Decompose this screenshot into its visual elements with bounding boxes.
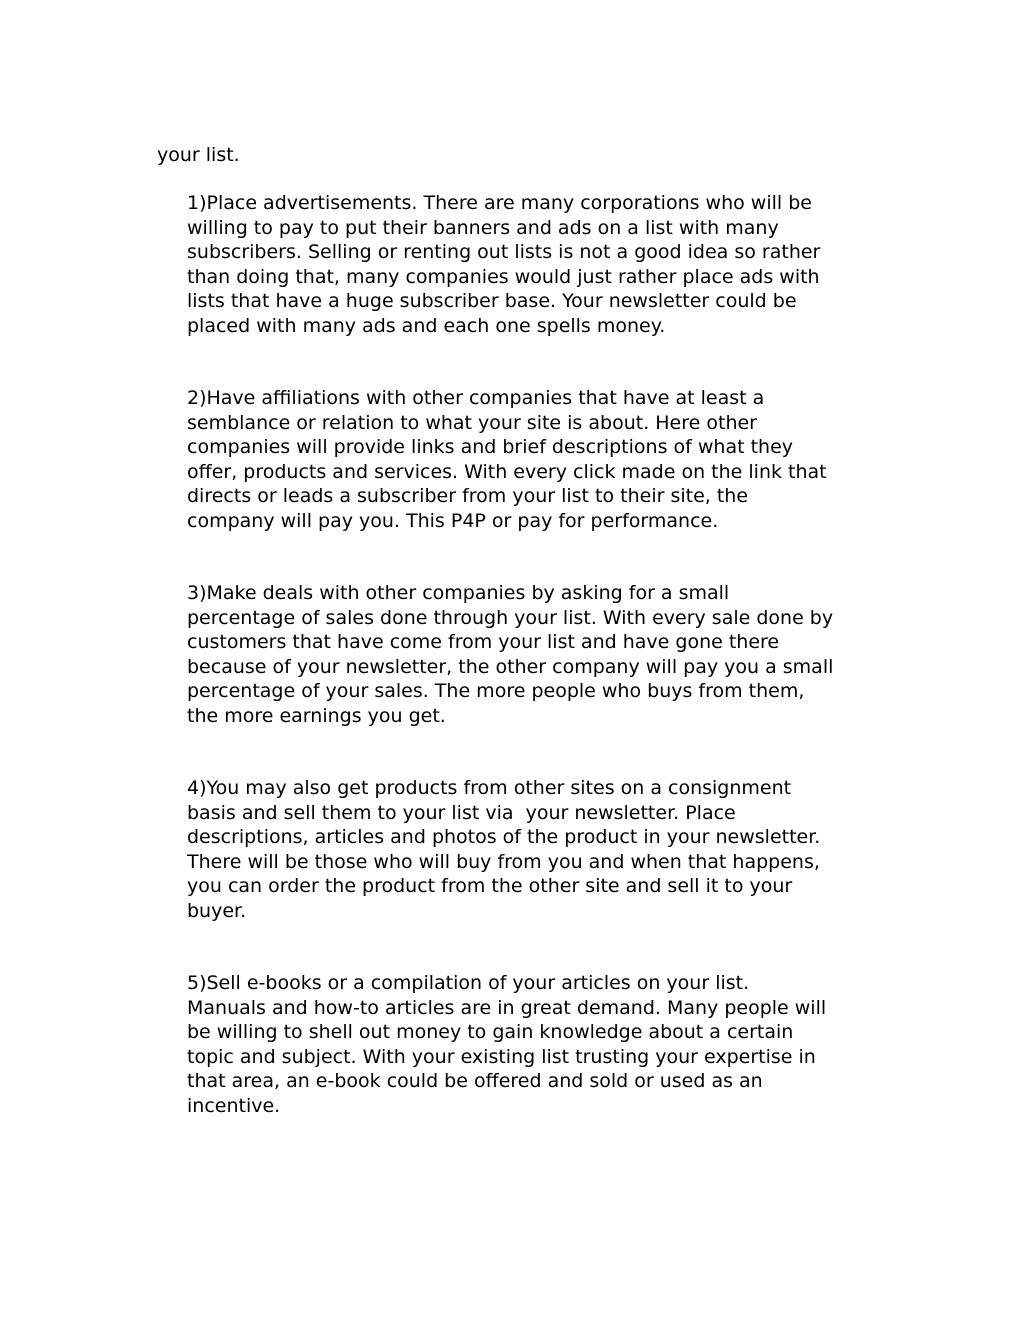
paragraph-line: semblance or relation to what your site is about. Here other bbox=[187, 411, 757, 434]
list-item-deals bbox=[187, 581, 833, 728]
paragraph-line: you can order the product from the other site and sell it to your bbox=[187, 875, 793, 897]
list-item-ebooks bbox=[187, 971, 826, 1118]
paragraph-line: 3)Make deals with other companies by asking for a small bbox=[187, 582, 730, 604]
paragraph-line: placed with many ads and each one spells money. bbox=[187, 314, 666, 337]
paragraph-line: offer, products and services. With every click made on the link that bbox=[187, 460, 827, 483]
paragraph-line: percentage of sales done through your list. With every sale done by bbox=[187, 606, 834, 629]
list-item-consignment bbox=[187, 776, 820, 923]
paragraph-line: basis and sell them to your list via your newsletter. Place bbox=[187, 801, 736, 824]
paragraph-line: 4)You may also get products from other sites on a consignment bbox=[187, 777, 792, 799]
paragraph-line: percentage of your sales. The more people who buys from them, bbox=[187, 680, 805, 702]
paragraph-line: 1)Place advertisements. There are many corporations who will be bbox=[187, 192, 812, 214]
paragraph-line: subscribers. Selling or renting out lists is not a good idea so rather bbox=[187, 241, 821, 263]
paragraph-line: topic and subject. With your existing list trusting your expertise in bbox=[187, 1045, 816, 1068]
paragraph-line: incentive. bbox=[187, 1094, 281, 1117]
paragraph-line: directs or leads a subscriber from your list to their site, the bbox=[187, 485, 749, 507]
paragraph-line: customers that have come from your list and have gone there bbox=[187, 631, 780, 653]
paragraph-line: company will pay you. This P4P or pay for performance. bbox=[187, 509, 719, 532]
paragraph-line: lists that have a huge subscriber base. Your newsletter could be bbox=[187, 290, 797, 312]
paragraph-line: There will be those who will buy from you and when that happens, bbox=[187, 850, 820, 873]
paragraph-line: the more earnings you get. bbox=[187, 704, 446, 727]
list-item-place-advertisements bbox=[187, 191, 820, 338]
paragraph-line: than doing that, many companies would just rather place ads with bbox=[187, 265, 820, 288]
paragraph-line: descriptions, articles and photos of the product in your newsletter. bbox=[187, 826, 821, 848]
list-item-affiliations bbox=[187, 386, 827, 533]
paragraph-line: buyer. bbox=[187, 899, 247, 922]
paragraph-line: 5)Sell e-books or a compilation of your articles on your list. bbox=[187, 972, 750, 994]
paragraph-line: be willing to shell out money to gain knowledge about a certain bbox=[187, 1021, 794, 1043]
paragraph-line: that area, an e-book could be offered and sold or used as an bbox=[187, 1070, 763, 1092]
lead-line: your list. bbox=[157, 144, 240, 166]
paragraph-line: willing to pay to put their banners and ads on a list with many bbox=[187, 216, 779, 239]
paragraph-line: 2)Have affiliations with other companies that have at least a bbox=[187, 387, 765, 409]
paragraph-line: companies will provide links and brief descriptions of what they bbox=[187, 436, 794, 458]
paragraph-line: because of your newsletter, the other company will pay you a small bbox=[187, 655, 834, 678]
paragraph-line: Manuals and how-to articles are in great demand. Many people will bbox=[187, 996, 827, 1019]
